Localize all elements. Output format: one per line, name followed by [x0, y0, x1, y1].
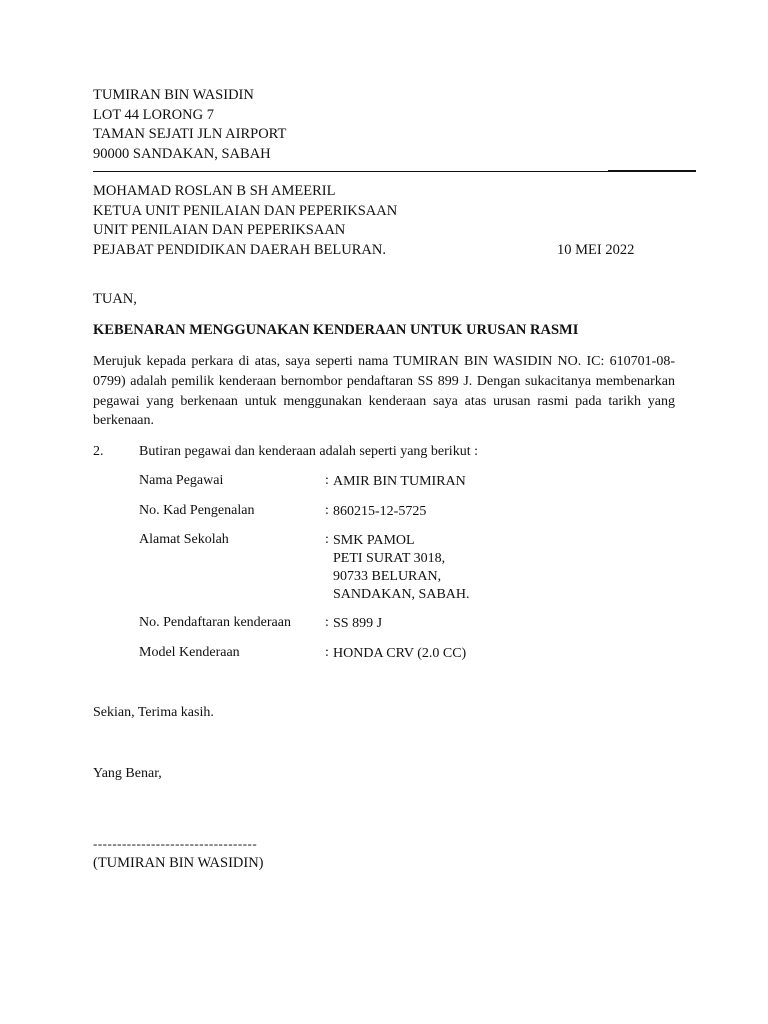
school-address-line: SMK PAMOL [333, 533, 415, 548]
details-colon: : [325, 615, 329, 630]
item-text: Butiran pegawai dan kenderaan adalah seperti yang berikut : [139, 444, 478, 459]
details-colon: : [325, 532, 329, 547]
vehicle-registration: SS 899 J [333, 616, 383, 631]
recipient-office: PEJABAT PENDIDIKAN DAERAH BELURAN. [93, 241, 386, 258]
details-value [333, 645, 466, 663]
body-paragraph: Merujuk kepada perkara di atas, saya seperti nama TUMIRAN BIN WASIDIN NO. IC: 610701-08-0799) adalah pemilik kenderaan bernombor pendaftaran SS 899 J. Dengan sukacitanya membenarkan pegawai yang berkenaan untuk menggunakan kenderaan saya atas urusan rasmi pada tarikh yang berkenaan. [93, 354, 675, 429]
salutation: TUAN, [93, 291, 137, 307]
sender-address [93, 86, 286, 164]
officer-name: AMIR BIN TUMIRAN [333, 474, 466, 489]
recipient-name: MOHAMAD ROSLAN B SH AMEERIL [93, 183, 336, 199]
details-label: Alamat Sekolah [139, 532, 229, 547]
signatory-name: (TUMIRAN BIN WASIDIN) [93, 855, 264, 871]
letter-date: 10 MEI 2022 [557, 242, 635, 258]
details-colon: : [325, 473, 329, 488]
header-divider [93, 171, 696, 172]
details-value [333, 473, 466, 491]
header-divider-accent [608, 170, 696, 171]
details-colon: : [325, 645, 329, 660]
sender-address-line: TAMAN SEJATI JLN AIRPORT [93, 126, 287, 142]
sender-address-line: LOT 44 LORONG 7 [93, 106, 214, 123]
details-value [333, 532, 470, 604]
vehicle-model: HONDA CRV (2.0 CC) [333, 646, 467, 661]
ic-number: 860215-12-5725 [333, 504, 427, 519]
details-label: No. Kad Pengenalan [139, 503, 255, 518]
signature-line: ---------------------------------- [93, 836, 258, 851]
details-label: Nama Pegawai [139, 473, 224, 488]
sender-name: TUMIRAN BIN WASIDIN [93, 87, 254, 103]
closing-remark: Sekian, Terima kasih. [93, 705, 214, 720]
recipient-unit: UNIT PENILAIAN DAN PEPERIKSAAN [93, 222, 346, 238]
details-colon: : [325, 503, 329, 518]
details-value [333, 615, 382, 633]
details-label: Model Kenderaan [139, 645, 240, 660]
school-address-line: PETI SURAT 3018, [333, 551, 446, 566]
complimentary-close: Yang Benar, [93, 766, 162, 781]
recipient-position: KETUA UNIT PENILAIAN DAN PEPERIKSAAN [93, 202, 398, 219]
letter-subject: KEBENARAN MENGGUNAKAN KENDERAAN UNTUK URUSAN RASMI [93, 322, 579, 338]
recipient-address [93, 182, 397, 260]
item-number: 2. [93, 444, 104, 459]
school-address-line: SANDAKAN, SABAH. [333, 587, 470, 602]
details-label: No. Pendaftaran kenderaan [139, 615, 291, 630]
details-value [333, 503, 426, 521]
school-address-line: 90733 BELURAN, [333, 569, 442, 584]
sender-address-line: 90000 SANDAKAN, SABAH [93, 145, 271, 162]
